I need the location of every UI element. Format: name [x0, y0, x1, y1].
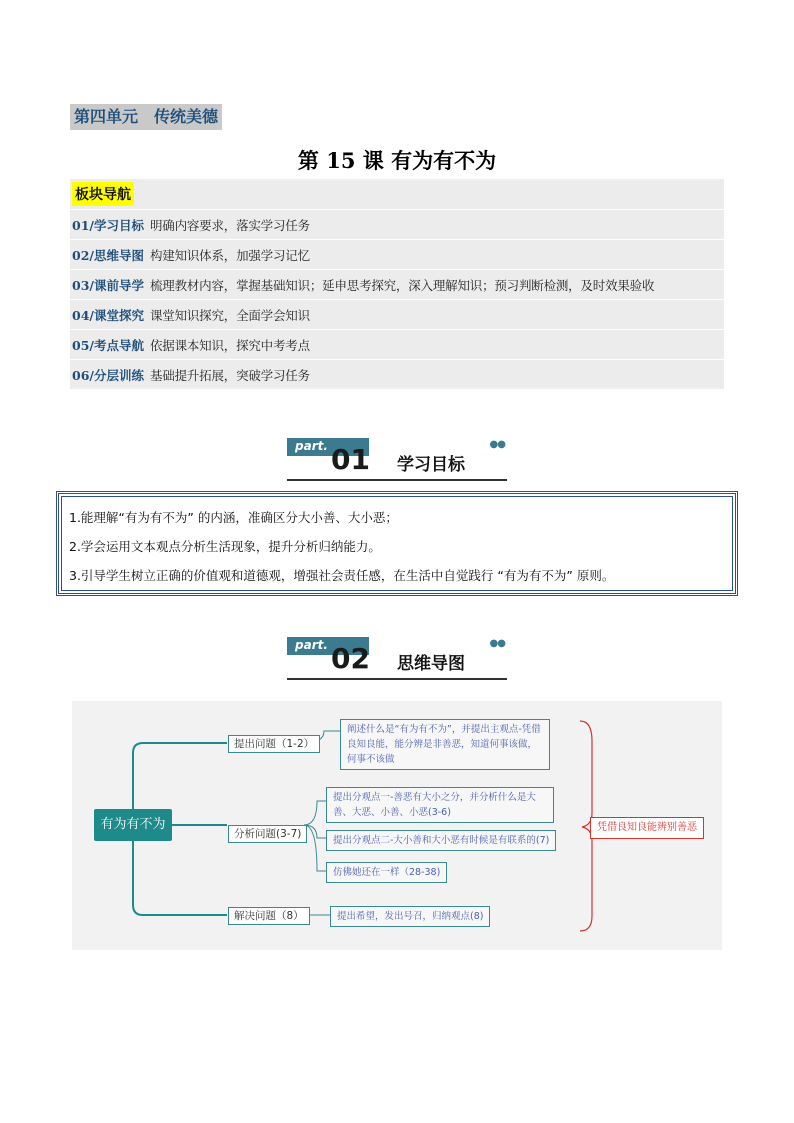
mind-map-root: 有为有不为	[94, 809, 172, 841]
goal-item: 1.能理解“有为有不为” 的内涵，准确区分大小善、大小恶；	[69, 510, 398, 525]
nav-code: 06/分层训练	[72, 367, 144, 383]
section-navigation	[70, 179, 724, 390]
nav-code: 04/课堂探究	[72, 307, 144, 323]
nav-row	[70, 360, 724, 390]
connector-line	[304, 801, 326, 825]
branch-node: 分析问题(3-7)	[228, 825, 307, 843]
nav-header: 板块导航	[72, 182, 134, 206]
nav-code: 01/学习目标	[72, 217, 144, 233]
learning-goals-box	[56, 491, 738, 596]
part-number: 02	[331, 642, 370, 675]
mind-map-conclusion: 凭借良知良能辨别善恶	[590, 817, 704, 839]
part-01-heading	[287, 438, 507, 480]
nav-desc: 依据课本知识，探究中考考点	[149, 337, 310, 353]
decoration-icon: ●●	[489, 439, 505, 450]
part-underline	[287, 678, 507, 680]
part-word: part.	[295, 638, 328, 652]
goal-item: 2.学会运用文本观点分析生活现象，提升分析归纳能力。	[69, 539, 381, 554]
nav-code: 02/思维导图	[72, 247, 144, 263]
leaf-node: 提出希望，发出号召，归纳观点(8)	[330, 906, 490, 927]
connector-line	[133, 743, 227, 809]
leaf-node: 提出分观点二-大小善和大小恶有时候是有联系的(7)	[326, 830, 556, 851]
nav-desc: 明确内容要求，落实学习任务	[149, 217, 310, 233]
mind-map	[72, 701, 722, 950]
nav-row	[70, 270, 724, 300]
part-title: 思维导图	[397, 654, 465, 674]
part-02-heading	[287, 637, 507, 679]
part-number: 01	[331, 443, 370, 476]
lesson-title: 第 15 课 有为有不为	[297, 148, 497, 173]
nav-code: 05/考点导航	[72, 337, 144, 353]
nav-row	[70, 210, 724, 240]
nav-header-row	[70, 179, 724, 210]
leaf-node: 提出分观点一-善恶有大小之分，并分析什么是大善、大恶、小善、小恶(3-6)	[326, 787, 554, 823]
nav-row	[70, 300, 724, 330]
decoration-icon: ●●	[489, 638, 505, 649]
part-title: 学习目标	[397, 455, 465, 475]
nav-desc: 构建知识体系，加强学习记忆	[149, 247, 310, 263]
part-word: part.	[295, 439, 328, 453]
leaf-node: 仿佛她还在一样（28-38)	[326, 862, 447, 883]
nav-code: 03/课前导学	[72, 277, 144, 293]
connector-line	[133, 841, 227, 915]
leaf-node: 阐述什么是“有为有不为”，并提出主观点-凭借良知良能，能分辨是非善恶，知道何事该做，何事不该做	[340, 719, 550, 770]
branch-node: 解决问题（8）	[228, 907, 310, 925]
nav-desc: 梳理教材内容，掌握基础知识；延申思考探究，深入理解知识；预习判断检测，及时效果验收	[149, 277, 655, 293]
part-underline	[287, 479, 507, 481]
nav-row	[70, 240, 724, 270]
goal-item: 3.引导学生树立正确的价值观和道德观，增强社会责任感，在生活中自觉践行 “有为有不为” 原则。	[69, 568, 615, 583]
nav-desc: 课堂知识探究，全面学会知识	[149, 307, 310, 323]
unit-title: 第四单元 传统美德	[70, 104, 222, 130]
nav-row	[70, 330, 724, 360]
branch-node: 提出问题（1-2）	[228, 735, 320, 753]
nav-desc: 基础提升拓展，突破学习任务	[149, 367, 310, 383]
